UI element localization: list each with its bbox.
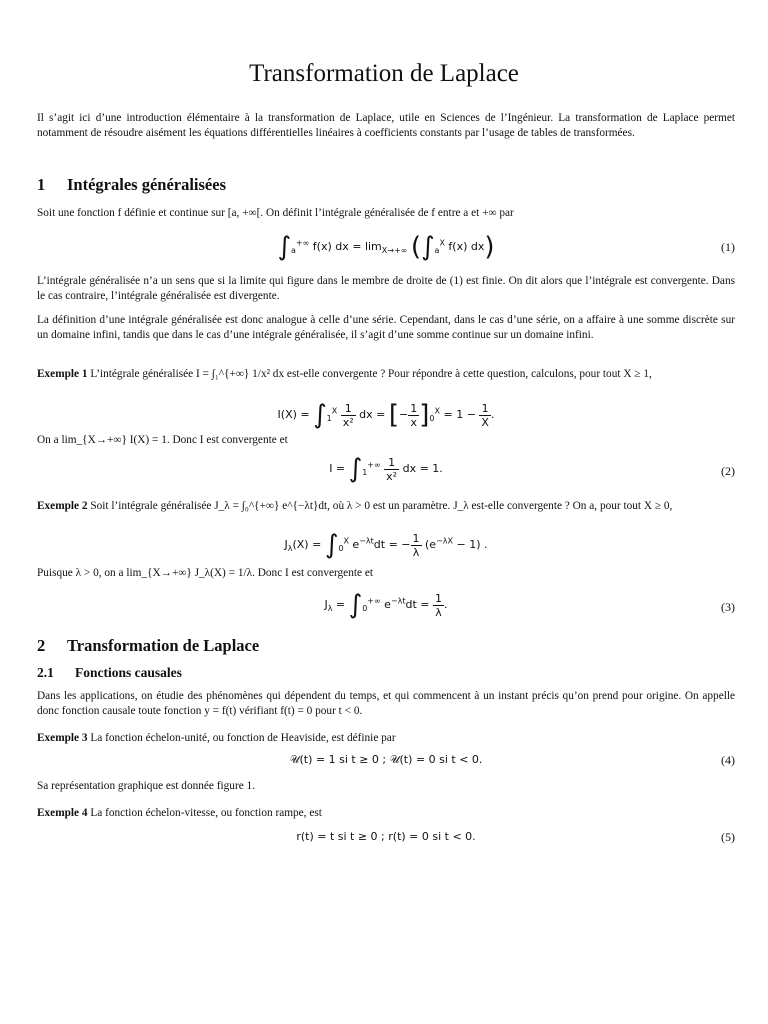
section-2-1-paragraph-1: Dans les applications, on étudie des phénomènes qui dépendent du temps, et qui commencent à un instant précis qu’on prend pour origine. On appelle donc fonction causale toute fonction y = f(t) vérifiant f(t) = 0 pour t < 0.	[37, 690, 735, 717]
equation-ex1-body: $I(X) = \int_1^X$ $\frac{1}{\text{x²}}$ dx = [− $\frac{1}{x}$ ]$_0^X = 1$ − $\frac{1}{X}$ .	[277, 400, 495, 430]
section-1-paragraph-2: L’intégrale généralisée n’a un sens que si la limite qui figure dans le membre de droite de (1) est finie. On dit alors que l’intégrale est convergente. Dans le cas contraire, l’intégrale généralisée est divergente.	[37, 275, 735, 302]
example-3-text: La fonction échelon-unité, ou fonction de Heaviside, est définie par	[90, 732, 396, 744]
equation-1	[37, 228, 735, 268]
section-1-paragraph-1: Soit une fonction f définie et continue sur [a, +∞[. On définit l’intégrale généralisée de f entre a et +∞ par	[37, 207, 514, 219]
equation-3	[37, 588, 735, 624]
equation-2-body: $I = \int_1^{+\infty}$ $\frac{1}{\text{x²}}$ dx = 1.	[329, 454, 443, 484]
example-3-heading: Exemple 3	[37, 732, 88, 744]
section-1-heading	[37, 175, 226, 195]
section-2-heading	[37, 636, 259, 656]
equation-3-body: $J_\lambda = \int_0^{+\infty}$ $e^{-\lambda t}dt$ = $\frac{1}{\lambda}$ .	[324, 590, 448, 620]
example-1-after: On a lim_{X→+∞} I(X) = 1. Donc I est convergente et	[37, 434, 288, 446]
equation-2	[37, 452, 735, 488]
example-2-after: Puisque λ > 0, on a lim_{X→+∞} J_λ(X) = 1/λ. Donc I est convergente et	[37, 567, 373, 579]
example-2-text: Soit l’intégrale généralisée J_λ = ∫₀^{+∞} e^{−λt}dt, où λ > 0 est un paramètre. J_λ est-elle convergente ? On a, pour tout X ≥ 0,	[90, 500, 673, 512]
section-number: 1	[37, 175, 46, 194]
example-3	[37, 731, 735, 746]
equation-5-label: (5)	[721, 830, 735, 844]
equation-5	[37, 830, 735, 850]
equation-5-body: r(t) = t si t ≥ 0 ; r(t) = 0 si t < 0.	[296, 830, 476, 843]
section-title: Transformation de Laplace	[67, 636, 260, 655]
subsection-title: Fonctions causales	[75, 665, 182, 680]
section-title: Intégrales généralisées	[67, 175, 226, 194]
section-number: 2	[37, 636, 46, 655]
equation-4-label: (4)	[721, 753, 735, 767]
equation-4	[37, 753, 735, 773]
example-1	[37, 367, 735, 382]
equation-1-label: (1)	[721, 240, 735, 254]
page-title: Transformation de Laplace	[249, 60, 519, 87]
equation-3-label: (3)	[721, 600, 735, 614]
section-2-1-heading	[37, 665, 182, 681]
subsection-number: 2.1	[37, 665, 54, 680]
equation-1-body: $\int_a^{+\infty}$ f(x) dx = $\lim_{X\to+\infty} (\int_a^X$ f(x) dx)	[277, 232, 495, 262]
example-4	[37, 806, 735, 821]
equation-ex1	[37, 398, 735, 432]
example-4-text: La fonction échelon-vitesse, ou fonction rampe, est	[90, 807, 322, 819]
equation-4-body: 𝒰(t) = 1 si t ≥ 0 ; 𝒰(t) = 0 si t < 0.	[289, 753, 483, 766]
example-4-heading: Exemple 4	[37, 807, 88, 819]
example-3-after: Sa représentation graphique est donnée figure 1.	[37, 780, 256, 792]
example-1-heading: Exemple 1	[37, 368, 88, 380]
intro-paragraph: Il s’agit ici d’une introduction élémentaire à la transformation de Laplace, utile en Sciences de l’Ingénieur. La transformation de Laplace permet notamment de résoudre aisément les équations différentielles linéaires à coefficients constants par l’usage de tables de transformées.	[37, 112, 735, 139]
section-1-paragraph-3: La définition d’une intégrale généralisée est donc analogue à celle d’une série. Cependant, dans le cas d’une série, on a affaire à une somme discrète sur un domaine infini, tandis que dans le cas d’une intégrale généralisée, il s’agit d’une somme continue sur un domaine infini.	[37, 314, 735, 341]
equation-2-label: (2)	[721, 464, 735, 478]
equation-ex2-body: $J_\lambda(X) = \int_0^X$ $e^{-\lambda t}dt$ = − $\frac{1}{\lambda}$ $(e^{-\lambda X} - 1)$ .	[284, 530, 488, 560]
equation-ex2	[37, 528, 735, 562]
example-2	[37, 499, 735, 514]
example-1-text: L’intégrale généralisée I = ∫₁^{+∞} 1/x² dx est-elle convergente ? Pour répondre à cette question, calculons, pour tout X ≥ 1,	[90, 368, 652, 380]
example-2-heading: Exemple 2	[37, 500, 88, 512]
